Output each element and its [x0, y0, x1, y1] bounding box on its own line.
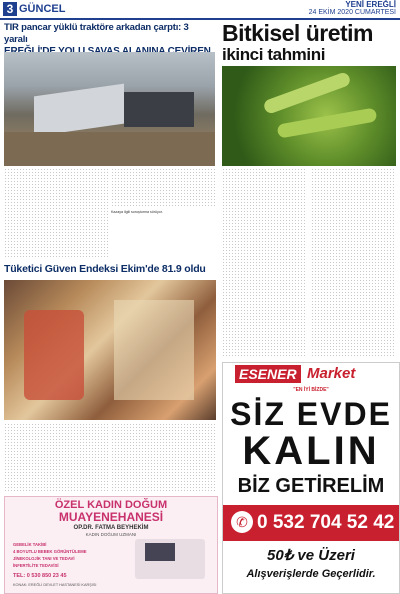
- market-line-2: KALIN: [242, 429, 380, 473]
- trailer-shape: [124, 92, 194, 127]
- clinic-address: KONAK: EREĞLİ DEVLET HASTANESİ KARŞISI: [13, 583, 97, 587]
- market-slogan: "EN İYİ BİZDE": [293, 387, 329, 393]
- clinic-ad: [4, 496, 218, 594]
- market-ad: [222, 362, 400, 594]
- market-offer: 50₺ ve Üzeri: [267, 547, 355, 564]
- market-photo: [4, 280, 216, 420]
- accident-photo: [4, 52, 215, 166]
- market-offer-2: Alışverişlerde Geçerlidir.: [246, 568, 376, 580]
- clinic-doctor: OP.DR. FATMA BEYHEKİM: [73, 525, 149, 531]
- section-title: GÜNCEL: [19, 3, 66, 15]
- crop-body-col1: [222, 168, 307, 356]
- crop-body-col2: [311, 168, 396, 356]
- monitor-shape: [145, 543, 175, 561]
- market-brand-2: Market: [307, 365, 356, 382]
- clinic-service: JİNEKOLOJİK TANI VE TEDAVİ: [13, 556, 75, 561]
- truck-shape: [34, 84, 124, 137]
- bean-pod: [262, 71, 351, 115]
- market-logo-bar: [223, 363, 399, 385]
- accident-body-col1: [4, 168, 108, 258]
- crop-headline-2: ikinci tahmini: [222, 45, 326, 64]
- whatsapp-icon: ✆: [231, 511, 253, 533]
- shopper-shape: [24, 310, 84, 400]
- road-debris: [4, 132, 215, 166]
- page-number: 3: [3, 2, 17, 16]
- bean-photo: [222, 66, 396, 166]
- clinic-title-2: MUAYENEHANESİ: [58, 510, 164, 524]
- bean-pod-2: [277, 107, 378, 138]
- consumer-confidence-headline: Tüketici Güven Endeksi Ekim'de 81.9 oldu: [4, 263, 206, 275]
- accident-body-col2: [111, 168, 215, 208]
- market-line-3: BİZ GETİRELİM: [237, 475, 385, 497]
- newspaper-name: [309, 1, 396, 17]
- issue-date: 24 EKİM 2020 CUMARTESİ: [308, 9, 396, 16]
- accident-headline-1: TIR pancar yüklü traktöre arkadan çarptı: 3 yaralı: [4, 22, 189, 45]
- shelf-shape: [114, 300, 194, 400]
- clinic-service: İNFERTİLİTE TEDAVİSİ: [13, 563, 59, 568]
- clinic-title-1: ÖZEL KADIN DOĞUM: [54, 499, 168, 511]
- confidence-body-col1: [4, 423, 108, 493]
- newspaper-title: YENİ EREĞLİ: [345, 0, 396, 9]
- clinic-phone: TEL: 0 530 850 23 45: [13, 573, 67, 579]
- phone-bar: [223, 505, 399, 541]
- accident-caption: Kazaya ilgili soruşturma sürüyor.: [111, 210, 163, 214]
- clinic-services: [13, 541, 133, 569]
- clinic-service: GEBELİK TAKİBİ: [13, 542, 47, 547]
- ultrasound-device-image: [135, 539, 205, 579]
- market-line-1: SİZ EVDE: [230, 396, 392, 432]
- clinic-service: 4 BOYUTLU BEBEK GÖRÜNTÜLEME: [13, 549, 87, 554]
- market-phone: 0 532 704 52 42: [257, 512, 395, 533]
- crop-headline-1: Bitkisel üretim: [222, 20, 373, 46]
- market-brand: ESENER: [235, 365, 301, 383]
- confidence-body-col2: [111, 423, 215, 493]
- clinic-specialty: KADIN DOĞUM UZMANI: [85, 532, 137, 537]
